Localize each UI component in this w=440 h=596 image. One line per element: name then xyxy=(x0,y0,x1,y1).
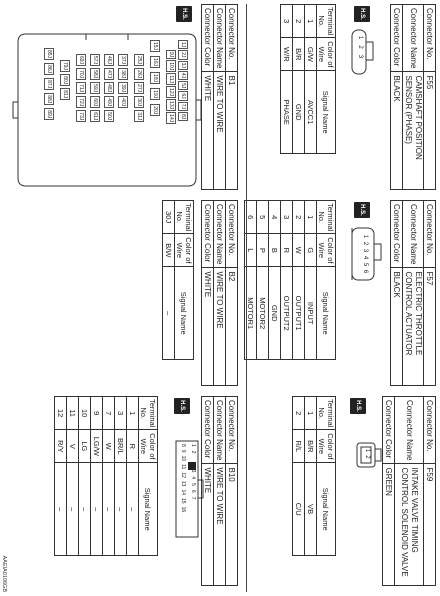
b1-pin: 71J xyxy=(78,84,84,93)
color-of-wire-header: Color of Wire xyxy=(317,430,336,463)
b1-connector-color: WHITE xyxy=(202,72,214,190)
b1-connector-name: WIRE TO WIRE xyxy=(214,72,226,190)
b10-pin: 6 xyxy=(190,489,196,493)
table-row: 1 B/R VB xyxy=(305,397,317,556)
connector-name-label: Connector Name xyxy=(403,5,424,72)
table-row: 2 W OUTPUT1 xyxy=(293,201,305,360)
table-row: 30J B/W – xyxy=(163,201,175,360)
f59-pin: 2 xyxy=(364,455,370,459)
b10-pin: 11 xyxy=(180,464,186,470)
signal-name-header: Signal Name xyxy=(317,463,336,556)
f55-connector-info xyxy=(390,4,436,190)
b10-pin: 13 xyxy=(180,480,186,487)
b2-connector-no: B2 xyxy=(226,268,238,386)
b1-pin: 80J xyxy=(62,76,68,85)
b1-pin: 26J xyxy=(136,70,142,79)
connector-name-label: Connector Name xyxy=(214,397,226,464)
signal-name-header: Signal Name xyxy=(139,463,158,556)
table-row: 3 W/R PHASE xyxy=(281,5,293,154)
f57-signal-table xyxy=(244,200,336,360)
b1-pin: 61J xyxy=(92,112,98,121)
b1-pin: 48J xyxy=(106,84,112,93)
color-of-wire-header: Color of Wire xyxy=(317,38,336,71)
b1-pin: 86J xyxy=(46,65,52,74)
b1-pin: 30J xyxy=(136,98,142,107)
table-row: 7 W – xyxy=(103,397,115,556)
b1-connector-face xyxy=(12,30,202,190)
b1-pin: 40J xyxy=(120,98,126,107)
b10-pin: 4 xyxy=(190,476,196,480)
table-row: 3 R OUTPUT2 xyxy=(281,201,293,360)
b1-pin: 50J xyxy=(106,112,112,121)
b10-connector-name: WIRE TO WIRE xyxy=(214,464,226,586)
b1-pin: 88J xyxy=(46,95,52,104)
f57-pin: 1 xyxy=(362,234,368,239)
b1-pin: 3J xyxy=(180,62,186,68)
connector-no-label: Connector No. xyxy=(424,5,436,72)
table-row: 1 R – xyxy=(127,397,139,556)
table-row: 12 R/Y – xyxy=(55,397,67,556)
f57-connector-color: BLACK xyxy=(391,268,403,386)
f57-pin: 5 xyxy=(362,262,368,267)
terminal-no-header: Terminal No. xyxy=(139,397,158,430)
b1-pin: 85J xyxy=(46,50,52,59)
b10-pin: 10 xyxy=(180,455,186,462)
connector-name-label: Connector Name xyxy=(214,5,226,72)
signal-name-header: Signal Name xyxy=(175,267,194,360)
b1-pin: 19J xyxy=(152,90,158,99)
terminal-no-header: Terminal No. xyxy=(317,201,336,234)
connector-color-label: Connector Color xyxy=(383,397,395,464)
b10-pin: 12 xyxy=(180,472,186,478)
b1-pin: 2J xyxy=(180,52,186,58)
b1-pin: 39J xyxy=(120,84,126,93)
connector-color-label: Connector Color xyxy=(202,397,214,464)
b1-pin: 27J xyxy=(136,84,142,93)
b1-pin: 49J xyxy=(106,98,112,107)
b2-connector-name: WIRE TO WIRE xyxy=(214,268,226,386)
b1-pin: 16J xyxy=(152,58,158,67)
b1-pin: 87J xyxy=(46,80,52,89)
table-row: 6 L MOTOR1 xyxy=(245,201,257,360)
f57-connector-name: ELECTRIC THROTTLE CONTROL ACTUATOR xyxy=(403,268,424,386)
b10-connector-color: WHITE xyxy=(202,464,214,586)
connector-name-label: Connector Name xyxy=(214,201,226,268)
connector-no-label: Connector No. xyxy=(226,5,238,72)
connector-no-label: Connector No. xyxy=(424,397,436,464)
table-row: 1 G/W AVCC1 xyxy=(305,5,317,154)
table-row: 3 BR/L – xyxy=(115,397,127,556)
b10-pin: 9 xyxy=(180,449,186,453)
b1-pin: 1J xyxy=(180,42,186,48)
signal-name-header: Signal Name xyxy=(317,71,336,154)
table-row: 4 B GND xyxy=(269,201,281,360)
b1-pin: 5J xyxy=(180,83,186,89)
hs-icon: H.S. xyxy=(176,6,192,22)
f55-pin: 3 xyxy=(357,54,363,59)
f59-connector-name: INTAKE VALVE TIMING CONTROL SOLENOID VALVE xyxy=(395,464,424,586)
table-row: 11 V – xyxy=(67,397,79,556)
b1-pin: 14J xyxy=(168,114,174,123)
figure-code: AAEIA0106GB xyxy=(1,555,7,592)
b1-pin: 59J xyxy=(92,84,98,93)
b1-pin: 7J xyxy=(180,103,186,109)
b1-pin: 60J xyxy=(92,98,98,107)
b10-pin: 16 xyxy=(180,506,186,513)
b10-pin: 5 xyxy=(190,483,196,486)
b10-connector-icon xyxy=(174,440,204,540)
b10-connector-no: B10 xyxy=(226,464,238,586)
b1-pin: 69J xyxy=(78,56,84,65)
f59-connector-color: GREEN xyxy=(383,464,395,586)
connector-color-label: Connector Color xyxy=(391,201,403,268)
b10-pin: 3 xyxy=(190,469,196,473)
b1-pin: 58J xyxy=(92,70,98,79)
table-row: 5 P MOTOR2 xyxy=(257,201,269,360)
b10-signal-table xyxy=(54,396,158,556)
f57-pin: 2 xyxy=(362,241,368,246)
b10-pin: 7 xyxy=(190,496,196,500)
f57-connector-info xyxy=(390,200,436,386)
hs-icon: H.S. xyxy=(354,202,370,218)
terminal-no-header: Terminal No. xyxy=(175,201,194,234)
color-of-wire-header: Color of Wire xyxy=(317,234,336,267)
b1-pin: 47J xyxy=(106,70,112,79)
b1-pin: 37J xyxy=(120,56,126,65)
color-of-wire-header: Color of Wire xyxy=(175,234,194,267)
connector-name-label: Connector Name xyxy=(395,397,424,464)
b1-pin: 81J xyxy=(62,90,68,99)
b1-pin: 73J xyxy=(78,112,84,121)
b1-pin: 15J xyxy=(152,42,158,51)
f55-connector-no: F55 xyxy=(424,72,436,190)
connector-name-label: Connector Name xyxy=(403,201,424,268)
b1-pin: 8J xyxy=(180,113,186,120)
hs-icon: H.S. xyxy=(174,398,190,414)
b1-pin: 89J xyxy=(46,110,52,119)
b1-pin: 70J xyxy=(78,70,84,79)
b1-pin: 18J xyxy=(152,74,158,83)
connector-color-label: Connector Color xyxy=(202,201,214,268)
row-divider xyxy=(246,4,247,592)
hs-icon: H.S. xyxy=(354,6,370,22)
connector-color-label: Connector Color xyxy=(391,5,403,72)
b10-pin: 14 xyxy=(180,489,186,496)
f59-connector-info xyxy=(382,396,436,586)
connector-no-label: Connector No. xyxy=(424,201,436,268)
b1-connector-info xyxy=(201,4,238,190)
b10-pin: 1 xyxy=(190,444,196,447)
connector-color-label: Connector Color xyxy=(202,5,214,72)
f57-connector-icon xyxy=(343,226,382,282)
signal-name-header: Signal Name xyxy=(317,267,336,360)
b2-signal-table xyxy=(162,200,194,360)
f59-connector-no: F59 xyxy=(424,464,436,586)
b10-connector-info xyxy=(201,396,238,586)
f55-connector-icon xyxy=(341,28,374,78)
b1-pin: 57J xyxy=(92,56,98,65)
f57-connector-no: F57 xyxy=(424,268,436,386)
b1-pin: 12J xyxy=(168,88,174,97)
terminal-no-header: Terminal No. xyxy=(317,5,336,38)
b2-connector-color: WHITE xyxy=(202,268,214,386)
connector-no-label: Connector No. xyxy=(226,397,238,464)
b1-pin: 6J xyxy=(180,93,186,99)
b1-pin: 10J xyxy=(168,62,174,71)
f55-pin: 2 xyxy=(357,45,363,49)
b1-pin: 31J xyxy=(136,112,142,121)
table-row: 2 B/R GND xyxy=(293,5,305,154)
table-row: 10 LG – xyxy=(79,397,91,556)
b1-pin: 13J xyxy=(168,101,174,110)
table-row: 2 R/L C/U xyxy=(293,397,305,556)
color-of-wire-header: Color of Wire xyxy=(139,430,158,463)
connector-no-label: Connector No. xyxy=(226,201,238,268)
b10-pin: 2 xyxy=(190,450,196,454)
f59-signal-table xyxy=(292,396,336,556)
table-row: 9 LG/W – xyxy=(91,397,103,556)
f57-pin: 6 xyxy=(362,269,368,274)
b1-pin: 79J xyxy=(62,62,68,71)
b1-connector-no: B1 xyxy=(226,72,238,190)
b1-pin: 9J xyxy=(168,52,174,58)
b1-pin: 46J xyxy=(106,56,112,65)
b10-pin: 8 xyxy=(180,444,186,447)
b1-pin: 20J xyxy=(152,106,158,115)
f59-pin: 1 xyxy=(364,449,370,453)
b1-pin: 25J xyxy=(136,56,142,65)
f57-pin: 4 xyxy=(362,255,368,260)
b2-connector-info xyxy=(201,200,238,386)
b1-pin: 72J xyxy=(78,98,84,107)
f59-connector-icon xyxy=(347,440,382,470)
f55-connector-color: BLACK xyxy=(391,72,403,190)
table-row: 1 G INPUT xyxy=(305,201,317,360)
hs-icon: H.S. xyxy=(350,398,366,414)
f55-connector-name: CAMSHAFT POSITION SENSOR (PHASE) xyxy=(403,72,424,190)
f55-signal-table xyxy=(280,4,336,154)
b10-pin: 15 xyxy=(180,498,186,504)
b1-pin: 11J xyxy=(168,75,174,84)
b1-pin: 38J xyxy=(120,70,126,79)
terminal-no-header: Terminal No. xyxy=(317,397,336,430)
f55-pin: 1 xyxy=(357,36,363,40)
b1-pin: 4J xyxy=(180,72,186,79)
f57-pin: 3 xyxy=(362,248,368,253)
